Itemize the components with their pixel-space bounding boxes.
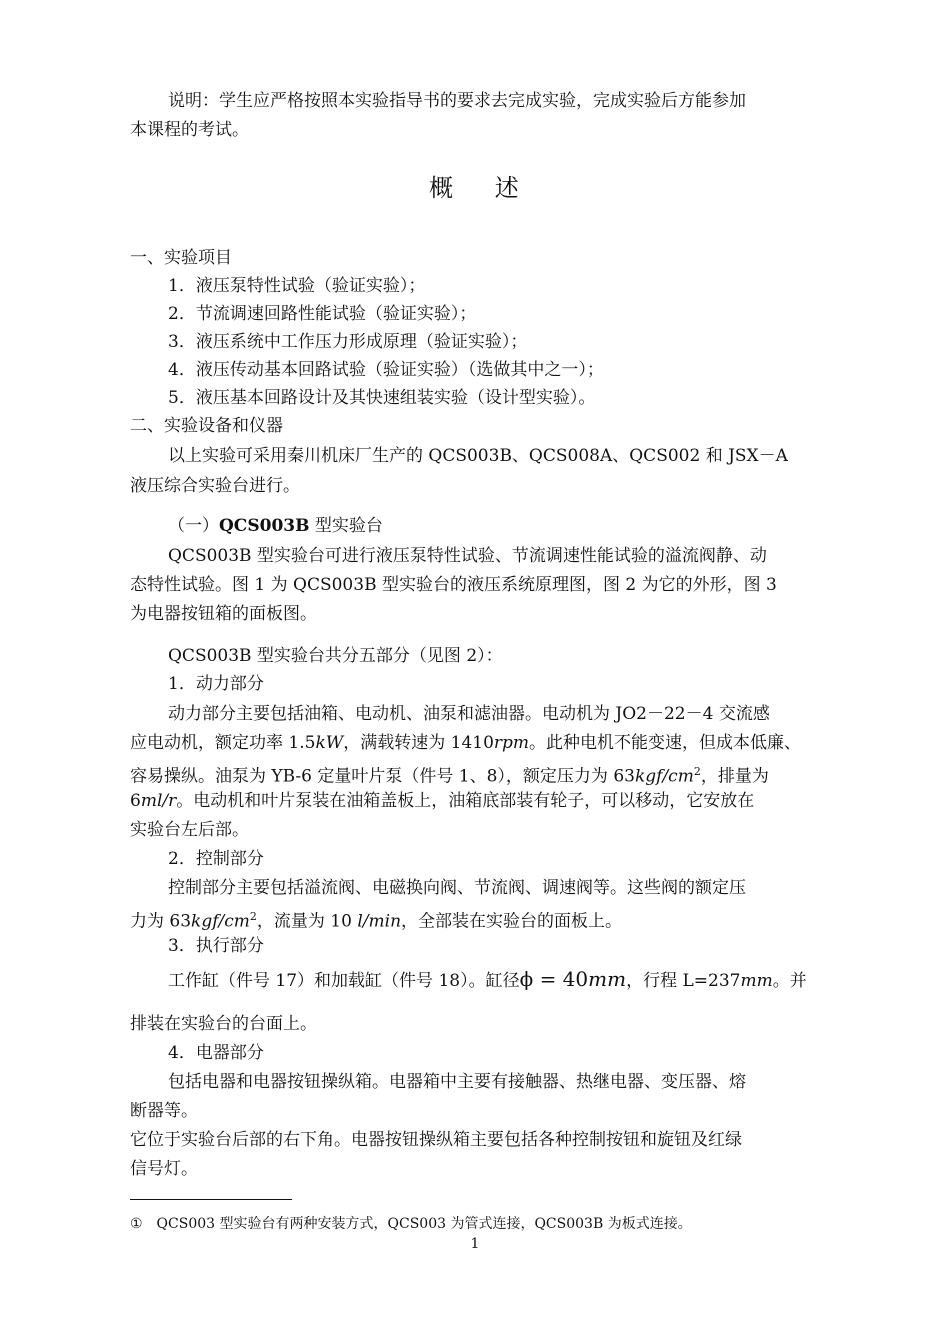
experiment-item-3: 3．液压系统中工作压力形成原理（验证实验）； <box>168 332 528 352</box>
equipment-para-line-2: 液压综合实验台进行。 <box>130 476 300 496</box>
page-title: 概 述 <box>429 174 521 202</box>
unit: mm <box>588 967 627 991</box>
part-4-line-2: 断器等。 <box>130 1101 198 1121</box>
desc-para-line-1: QCS003B 型实验台可进行液压泵特性试验、节流调速性能试验的溢流阀静、动 <box>168 546 767 566</box>
part-2-line-1: 控制部分主要包括溢流阀、电磁换向阀、节流阀、调速阀等。这些阀的额定压 <box>168 878 746 898</box>
subsection-model: QCS003B <box>219 516 310 536</box>
note-line-2: 本课程的考试。 <box>130 120 249 140</box>
subsection-heading <box>168 515 383 537</box>
part-3-line-1 <box>168 968 807 990</box>
part-1-line-5: 实验台左后部。 <box>130 820 249 840</box>
unit: ml/r <box>140 791 177 811</box>
part-4-line-4: 信号灯。 <box>130 1159 198 1179</box>
text: ，流量为 10 <box>256 911 358 932</box>
exponent: 2 <box>249 910 257 923</box>
text: 。并 <box>772 971 807 991</box>
unit: kgf/cm <box>191 911 250 932</box>
footnote: ① QCS003 型实验台有两种安装方式，QCS003 为管式连接，QCS003B 为板式连接。 <box>130 1216 692 1232</box>
part-1-line-4 <box>130 790 754 812</box>
unit: kgf/cm <box>634 766 694 787</box>
text: ，行程 L=237 <box>626 971 741 991</box>
desc-para-line-2: 态特性试验。图 1 为 QCS003B 型实验台的液压系统原理图，图 2 为它的外形，图 3 <box>130 575 777 595</box>
text: 。电动机和叶片泵装在油箱盖板上，油箱底部装有轮子，可以移动，它安放在 <box>176 791 755 811</box>
part-2-heading: 2．控制部分 <box>168 849 264 869</box>
text: ，全部装在实验台的面板上。 <box>401 911 623 932</box>
unit: mm <box>740 971 773 991</box>
part-1-heading: 1．动力部分 <box>168 674 264 694</box>
text: 工作缸（件号 17）和加载缸（件号 18）。缸径 <box>168 971 520 991</box>
note-line-1: 说明：学生应严格按照本实验指导书的要求去完成实验，完成实验后方能参加 <box>168 91 746 111</box>
part-3-heading: 3．执行部分 <box>168 936 264 956</box>
experiment-item-4: 4．液压传动基本回路试验（验证实验）（选做其中之一）； <box>168 360 604 380</box>
text: 应电动机，额定功率 1.5 <box>130 733 316 753</box>
part-1-line-1: 动力部分主要包括油箱、电动机、油泵和滤油器。电动机为 JO2－22－4 交流感 <box>168 704 770 724</box>
text: 力为 63 <box>130 911 192 932</box>
subsection-prefix: （一） <box>168 516 219 536</box>
unit: kW <box>315 733 344 753</box>
equipment-para-line-1: 以上实验可采用秦川机床厂生产的 QCS003B、QCS008A、QCS002 和 JSX－A <box>168 446 788 466</box>
experiment-item-2: 2．节流调速回路性能试验（验证实验）； <box>168 304 477 324</box>
unit: rpm <box>493 733 530 753</box>
text: 。此种电机不能变速，但成本低廉、 <box>529 733 802 753</box>
footnote-rule <box>130 1199 292 1200</box>
part-4-line-3: 它位于实验台后部的右下角。电器按钮操纵箱主要包括各种控制按钮和旋钮及红绿 <box>130 1130 742 1150</box>
unit: l/min <box>357 911 402 932</box>
page-number: 1 <box>470 1236 480 1252</box>
text: ，排量为 <box>700 766 769 787</box>
text: 6 <box>130 791 141 811</box>
desc-para-line-3: 为电器按钮箱的面板图。 <box>130 604 317 624</box>
experiment-item-5: 5．液压基本回路设计及其快速组装实验（设计型实验）。 <box>168 388 596 408</box>
parts-intro: QCS003B 型实验台共分五部分（见图 2）： <box>168 646 503 666</box>
section-1-heading: 一、实验项目 <box>130 248 232 268</box>
text: ，满载转速为 1410 <box>343 733 494 753</box>
formula: ϕ = 40 <box>519 967 589 991</box>
subsection-suffix: 型实验台 <box>309 516 383 536</box>
exponent: 2 <box>693 765 701 778</box>
text: 容易操纵。油泵为 YB-6 定量叶片泵（件号 1、8），额定压力为 63 <box>130 766 635 787</box>
experiment-item-1: 1．液压泵特性试验（验证实验）； <box>168 276 426 296</box>
part-3-line-2: 排装在实验台的台面上。 <box>130 1014 317 1034</box>
part-4-line-1: 包括电器和电器按钮操纵箱。电器箱中主要有接触器、热继电器、变压器、熔 <box>168 1072 746 1092</box>
part-2-line-2 <box>130 906 623 932</box>
part-1-line-2 <box>130 732 801 754</box>
section-2-heading: 二、实验设备和仪器 <box>130 416 283 436</box>
part-4-heading: 4．电器部分 <box>168 1043 264 1063</box>
part-1-line-3 <box>130 761 769 787</box>
